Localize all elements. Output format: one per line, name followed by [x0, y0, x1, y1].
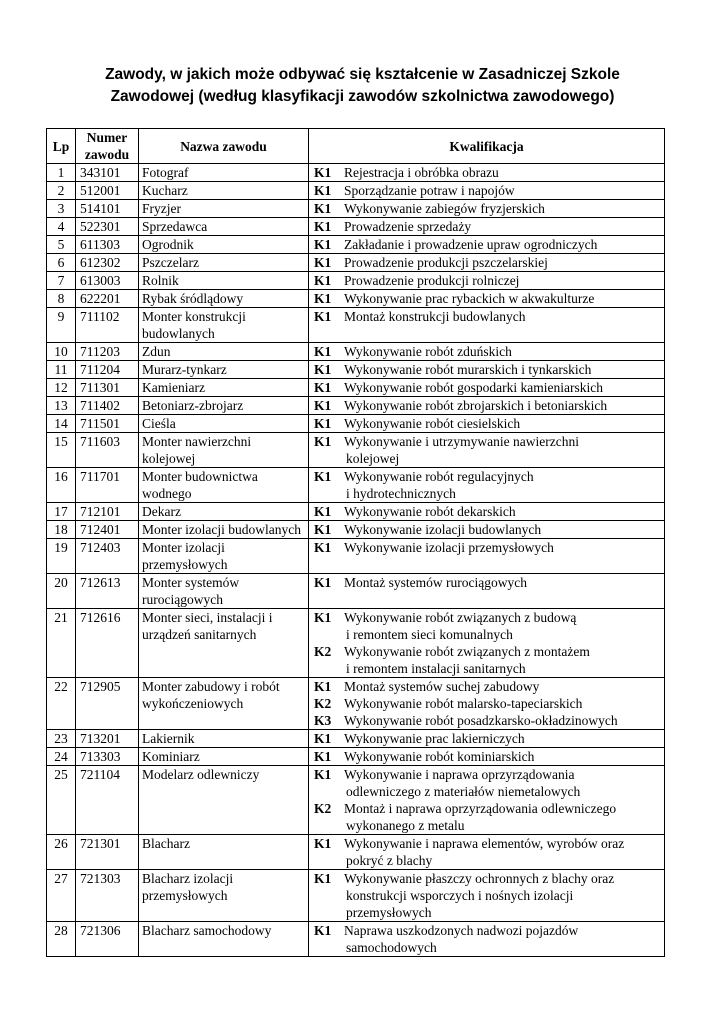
qualification-text: Montaż konstrukcji budowlanych [344, 309, 526, 324]
profession-name: Kominiarz [139, 748, 309, 766]
row-lp: 11 [47, 361, 76, 379]
qualification-cell [309, 748, 665, 766]
profession-number: 343101 [76, 164, 139, 182]
qualification-cell [309, 272, 665, 290]
qualification-text: Wykonywanie robót zbrojarskich i betoniarskich [344, 398, 608, 413]
profession-number: 711301 [76, 379, 139, 397]
table-row [47, 730, 665, 748]
profession-number: 711204 [76, 361, 139, 379]
qualification [312, 236, 661, 253]
profession-name: Monter izolacji przemysłowych [139, 539, 309, 574]
qualification-code: K1 [314, 522, 332, 537]
table-row [47, 748, 665, 766]
profession-number: 711402 [76, 397, 139, 415]
profession-number: 712101 [76, 503, 139, 521]
qualification-cell [309, 468, 665, 503]
qualification-code: K1 [314, 165, 332, 180]
table-row [47, 922, 665, 957]
title-line-1: Zawody, w jakich może odbywać się kształcenie w Zasadniczej Szkole [105, 66, 620, 83]
qualification-code: K1 [314, 398, 332, 413]
header-number-line-2: zawodu [84, 147, 130, 162]
profession-number: 712403 [76, 539, 139, 574]
qualification-text: Montaż i naprawa oprzyrządowania odlewniczego [344, 801, 617, 816]
profession-name: Blacharz [139, 835, 309, 870]
table-row [47, 539, 665, 574]
qualification-cell [309, 870, 665, 922]
profession-name: Blacharz samochodowy [139, 922, 309, 957]
profession-name: Sprzedawca [139, 218, 309, 236]
profession-number: 721306 [76, 922, 139, 957]
qualification [312, 272, 661, 289]
qualification [312, 870, 661, 921]
profession-name: Blacharz izolacji przemysłowych [139, 870, 309, 922]
qualification-text: Wykonywanie robót regulacyjnych [344, 469, 534, 484]
row-lp: 22 [47, 678, 76, 730]
profession-number: 711701 [76, 468, 139, 503]
table-row [47, 182, 665, 200]
table-row [47, 308, 665, 343]
qualification-text: Prowadzenie sprzedaży [344, 219, 472, 234]
header-qualification: Kwalifikacja [309, 129, 665, 164]
table-row [47, 236, 665, 254]
qualification [312, 521, 661, 538]
qualification-text: Wykonywanie robót kominiarskich [344, 749, 535, 764]
qualification-cell [309, 922, 665, 957]
header-lp: Lp [47, 129, 76, 164]
profession-name: Pszczelarz [139, 254, 309, 272]
qualification-text: odlewniczego z materiałów niemetalowych [346, 784, 581, 799]
qualification-cell [309, 521, 665, 539]
qualification [312, 609, 661, 643]
row-lp: 15 [47, 433, 76, 468]
table-row [47, 415, 665, 433]
qualification [312, 574, 661, 591]
qualification-text: Wykonywanie robót murarskich i tynkarskich [344, 362, 592, 377]
qualification-code: K3 [314, 713, 332, 728]
qualification [312, 164, 661, 181]
qualification [312, 433, 661, 467]
profession-number: 611303 [76, 236, 139, 254]
profession-number: 613003 [76, 272, 139, 290]
profession-name: Kamieniarz [139, 379, 309, 397]
qualification-text: Wykonywanie robót posadzkarsko-okładzinowych [344, 713, 618, 728]
qualification-text: Wykonywanie robót gospodarki kamieniarskich [344, 380, 603, 395]
qualification-code: K1 [314, 749, 332, 764]
qualification [312, 290, 661, 307]
qualification-text: Wykonywanie robót zduńskich [344, 344, 512, 359]
qualification [312, 182, 661, 199]
qualification-cell [309, 236, 665, 254]
professions-table [46, 128, 665, 957]
profession-number: 721301 [76, 835, 139, 870]
qualification-text: Montaż systemów suchej zabudowy [344, 679, 540, 694]
profession-name: Modelarz odlewniczy [139, 766, 309, 835]
qualification-text: Zakładanie i prowadzenie upraw ogrodniczych [344, 237, 598, 252]
qualification-text: i remontem sieci komunalnych [346, 627, 513, 642]
table-row [47, 521, 665, 539]
qualification-text: wykonanego z metalu [346, 818, 465, 833]
row-lp: 19 [47, 539, 76, 574]
profession-number: 711501 [76, 415, 139, 433]
table-row [47, 361, 665, 379]
qualification-cell [309, 290, 665, 308]
table-row [47, 200, 665, 218]
qualification-code: K1 [314, 201, 332, 216]
qualification-code: K1 [314, 731, 332, 746]
profession-name: Cieśla [139, 415, 309, 433]
profession-name: Fryzjer [139, 200, 309, 218]
qualification-code: K2 [314, 644, 332, 659]
qualification-text: i hydrotechnicznych [346, 486, 456, 501]
qualification-code: K1 [314, 469, 332, 484]
table-row [47, 574, 665, 609]
qualification-code: K1 [314, 219, 332, 234]
profession-number: 522301 [76, 218, 139, 236]
profession-number: 712905 [76, 678, 139, 730]
qualification-cell [309, 503, 665, 521]
qualification-text: Rejestracja i obróbka obrazu [344, 165, 499, 180]
qualification [312, 308, 661, 325]
profession-name: Zdun [139, 343, 309, 361]
qualification-cell [309, 254, 665, 272]
qualification-cell [309, 766, 665, 835]
qualification-cell [309, 200, 665, 218]
qualification-code: K1 [314, 575, 332, 590]
table-row [47, 272, 665, 290]
qualification-cell [309, 164, 665, 182]
qualification [312, 361, 661, 378]
qualification-cell [309, 574, 665, 609]
row-lp: 28 [47, 922, 76, 957]
qualification-code: K1 [314, 504, 332, 519]
table-row [47, 503, 665, 521]
qualification-text: Wykonywanie prac lakierniczych [344, 731, 525, 746]
qualification-cell [309, 730, 665, 748]
row-lp: 27 [47, 870, 76, 922]
qualification [312, 766, 661, 800]
qualification [312, 922, 661, 956]
qualification-cell [309, 609, 665, 678]
qualification [312, 835, 661, 869]
qualification-code: K1 [314, 237, 332, 252]
profession-name: Monter budownictwa wodnego [139, 468, 309, 503]
profession-number: 711102 [76, 308, 139, 343]
qualification-code: K1 [314, 767, 332, 782]
profession-number: 713201 [76, 730, 139, 748]
qualification-text: samochodowych [346, 940, 437, 955]
table-row [47, 766, 665, 835]
qualification-text: Wykonywanie robót malarsko-tapeciarskich [344, 696, 583, 711]
qualification-text: Montaż systemów rurociągowych [344, 575, 527, 590]
qualification-cell [309, 835, 665, 870]
qualification [312, 379, 661, 396]
profession-number: 711203 [76, 343, 139, 361]
profession-number: 612302 [76, 254, 139, 272]
profession-name: Monter sieci, instalacji i urządzeń sanitarnych [139, 609, 309, 678]
qualification-code: K1 [314, 540, 332, 555]
qualification-text: pokryć z blachy [346, 853, 433, 868]
profession-name: Murarz-tynkarz [139, 361, 309, 379]
table-row [47, 379, 665, 397]
profession-name: Rolnik [139, 272, 309, 290]
table-header-row [47, 129, 665, 164]
table-row [47, 397, 665, 415]
qualification-text: Prowadzenie produkcji pszczelarskiej [344, 255, 548, 270]
header-name: Nazwa zawodu [139, 129, 309, 164]
profession-number: 713303 [76, 748, 139, 766]
profession-number: 712616 [76, 609, 139, 678]
row-lp: 10 [47, 343, 76, 361]
qualification-cell [309, 415, 665, 433]
table-row [47, 433, 665, 468]
profession-name: Monter konstrukcji budowlanych [139, 308, 309, 343]
qualification [312, 218, 661, 235]
profession-number: 721104 [76, 766, 139, 835]
qualification-cell [309, 218, 665, 236]
profession-name: Fotograf [139, 164, 309, 182]
qualification-text: Wykonywanie izolacji przemysłowych [344, 540, 554, 555]
profession-number: 622201 [76, 290, 139, 308]
table-row [47, 678, 665, 730]
qualification-text: Wykonywanie prac rybackich w akwakulturze [344, 291, 595, 306]
qualification [312, 254, 661, 271]
qualification [312, 343, 661, 360]
profession-number: 712401 [76, 521, 139, 539]
row-lp: 5 [47, 236, 76, 254]
table-body [47, 164, 665, 957]
profession-number: 721303 [76, 870, 139, 922]
qualification-code: K1 [314, 344, 332, 359]
qualification-text: Wykonywanie robót dekarskich [344, 504, 516, 519]
row-lp: 24 [47, 748, 76, 766]
qualification-text: Wykonywanie płaszczy ochronnych z blachy oraz [344, 871, 615, 886]
table-row [47, 870, 665, 922]
row-lp: 3 [47, 200, 76, 218]
qualification-cell [309, 678, 665, 730]
qualification-cell [309, 397, 665, 415]
table-row [47, 254, 665, 272]
qualification-code: K1 [314, 291, 332, 306]
qualification-code: K1 [314, 434, 332, 449]
row-lp: 7 [47, 272, 76, 290]
qualification-cell [309, 308, 665, 343]
qualification-code: K1 [314, 183, 332, 198]
profession-name: Monter zabudowy i robót wykończeniowych [139, 678, 309, 730]
qualification [312, 712, 661, 729]
row-lp: 14 [47, 415, 76, 433]
qualification-cell [309, 539, 665, 574]
qualification-code: K1 [314, 362, 332, 377]
qualification [312, 800, 661, 834]
qualification-cell [309, 379, 665, 397]
qualification-code: K1 [314, 380, 332, 395]
qualification-text: i remontem instalacji sanitarnych [346, 661, 526, 676]
profession-name: Monter nawierzchni kolejowej [139, 433, 309, 468]
qualification-text: Wykonywanie izolacji budowlanych [344, 522, 542, 537]
profession-name: Rybak śródlądowy [139, 290, 309, 308]
qualification-text: Wykonywanie robót ciesielskich [344, 416, 521, 431]
qualification-code: K1 [314, 610, 332, 625]
row-lp: 6 [47, 254, 76, 272]
qualification [312, 730, 661, 747]
profession-name: Ogrodnik [139, 236, 309, 254]
qualification-text: Prowadzenie produkcji rolniczej [344, 273, 520, 288]
qualification-code: K2 [314, 801, 332, 816]
qualification-code: K1 [314, 836, 332, 851]
row-lp: 12 [47, 379, 76, 397]
qualification-code: K1 [314, 273, 332, 288]
qualification-cell [309, 182, 665, 200]
qualification-code: K1 [314, 923, 332, 938]
profession-name: Dekarz [139, 503, 309, 521]
row-lp: 26 [47, 835, 76, 870]
row-lp: 1 [47, 164, 76, 182]
qualification [312, 200, 661, 217]
qualification-cell [309, 433, 665, 468]
title-line-2: Zawodowej (według klasyfikacji zawodów szkolnictwa zawodowego) [110, 88, 615, 105]
qualification [312, 397, 661, 414]
qualification-text: Wykonywanie i utrzymywanie nawierzchni [344, 434, 579, 449]
table-row [47, 290, 665, 308]
row-lp: 2 [47, 182, 76, 200]
qualification-text: Wykonywanie i naprawa elementów, wyrobów oraz [344, 836, 625, 851]
header-number-line-1: Numer [86, 130, 128, 145]
profession-number: 712613 [76, 574, 139, 609]
profession-name: Betoniarz-zbrojarz [139, 397, 309, 415]
qualification-text: Wykonywanie robót związanych z montażem [344, 644, 590, 659]
qualification-text: Wykonywanie zabiegów fryzjerskich [344, 201, 545, 216]
profession-name: Monter systemów rurociągowych [139, 574, 309, 609]
qualification [312, 678, 661, 695]
profession-name: Monter izolacji budowlanych [139, 521, 309, 539]
document-title [40, 64, 685, 108]
row-lp: 25 [47, 766, 76, 835]
profession-name: Lakiernik [139, 730, 309, 748]
qualification-code: K1 [314, 871, 332, 886]
table-row [47, 609, 665, 678]
qualification-code: K1 [314, 679, 332, 694]
table-row [47, 218, 665, 236]
row-lp: 23 [47, 730, 76, 748]
qualification-text: Naprawa uszkodzonych nadwozi pojazdów [344, 923, 579, 938]
table-row [47, 343, 665, 361]
table-row [47, 835, 665, 870]
qualification [312, 415, 661, 432]
row-lp: 8 [47, 290, 76, 308]
header-number [76, 129, 139, 164]
qualification-code: K2 [314, 696, 332, 711]
qualification-text: kolejowej [346, 451, 400, 466]
qualification [312, 643, 661, 677]
row-lp: 13 [47, 397, 76, 415]
qualification [312, 468, 661, 502]
row-lp: 17 [47, 503, 76, 521]
qualification-text: Wykonywanie i naprawa oprzyrządowania [344, 767, 575, 782]
qualification-code: K1 [314, 416, 332, 431]
row-lp: 9 [47, 308, 76, 343]
row-lp: 18 [47, 521, 76, 539]
qualification [312, 748, 661, 765]
qualification-code: K1 [314, 255, 332, 270]
row-lp: 21 [47, 609, 76, 678]
qualification-cell [309, 343, 665, 361]
row-lp: 16 [47, 468, 76, 503]
profession-number: 514101 [76, 200, 139, 218]
table-row [47, 164, 665, 182]
row-lp: 20 [47, 574, 76, 609]
qualification-text: konstrukcji wsporczych i nośnych izolacji przemysłowych [346, 888, 574, 920]
qualification-code: K1 [314, 309, 332, 324]
qualification [312, 539, 661, 556]
profession-name: Kucharz [139, 182, 309, 200]
qualification-text: Sporządzanie potraw i napojów [344, 183, 515, 198]
table-row [47, 468, 665, 503]
qualification [312, 503, 661, 520]
profession-number: 512001 [76, 182, 139, 200]
qualification [312, 695, 661, 712]
profession-number: 711603 [76, 433, 139, 468]
row-lp: 4 [47, 218, 76, 236]
qualification-text: Wykonywanie robót związanych z budową [344, 610, 577, 625]
qualification-cell [309, 361, 665, 379]
